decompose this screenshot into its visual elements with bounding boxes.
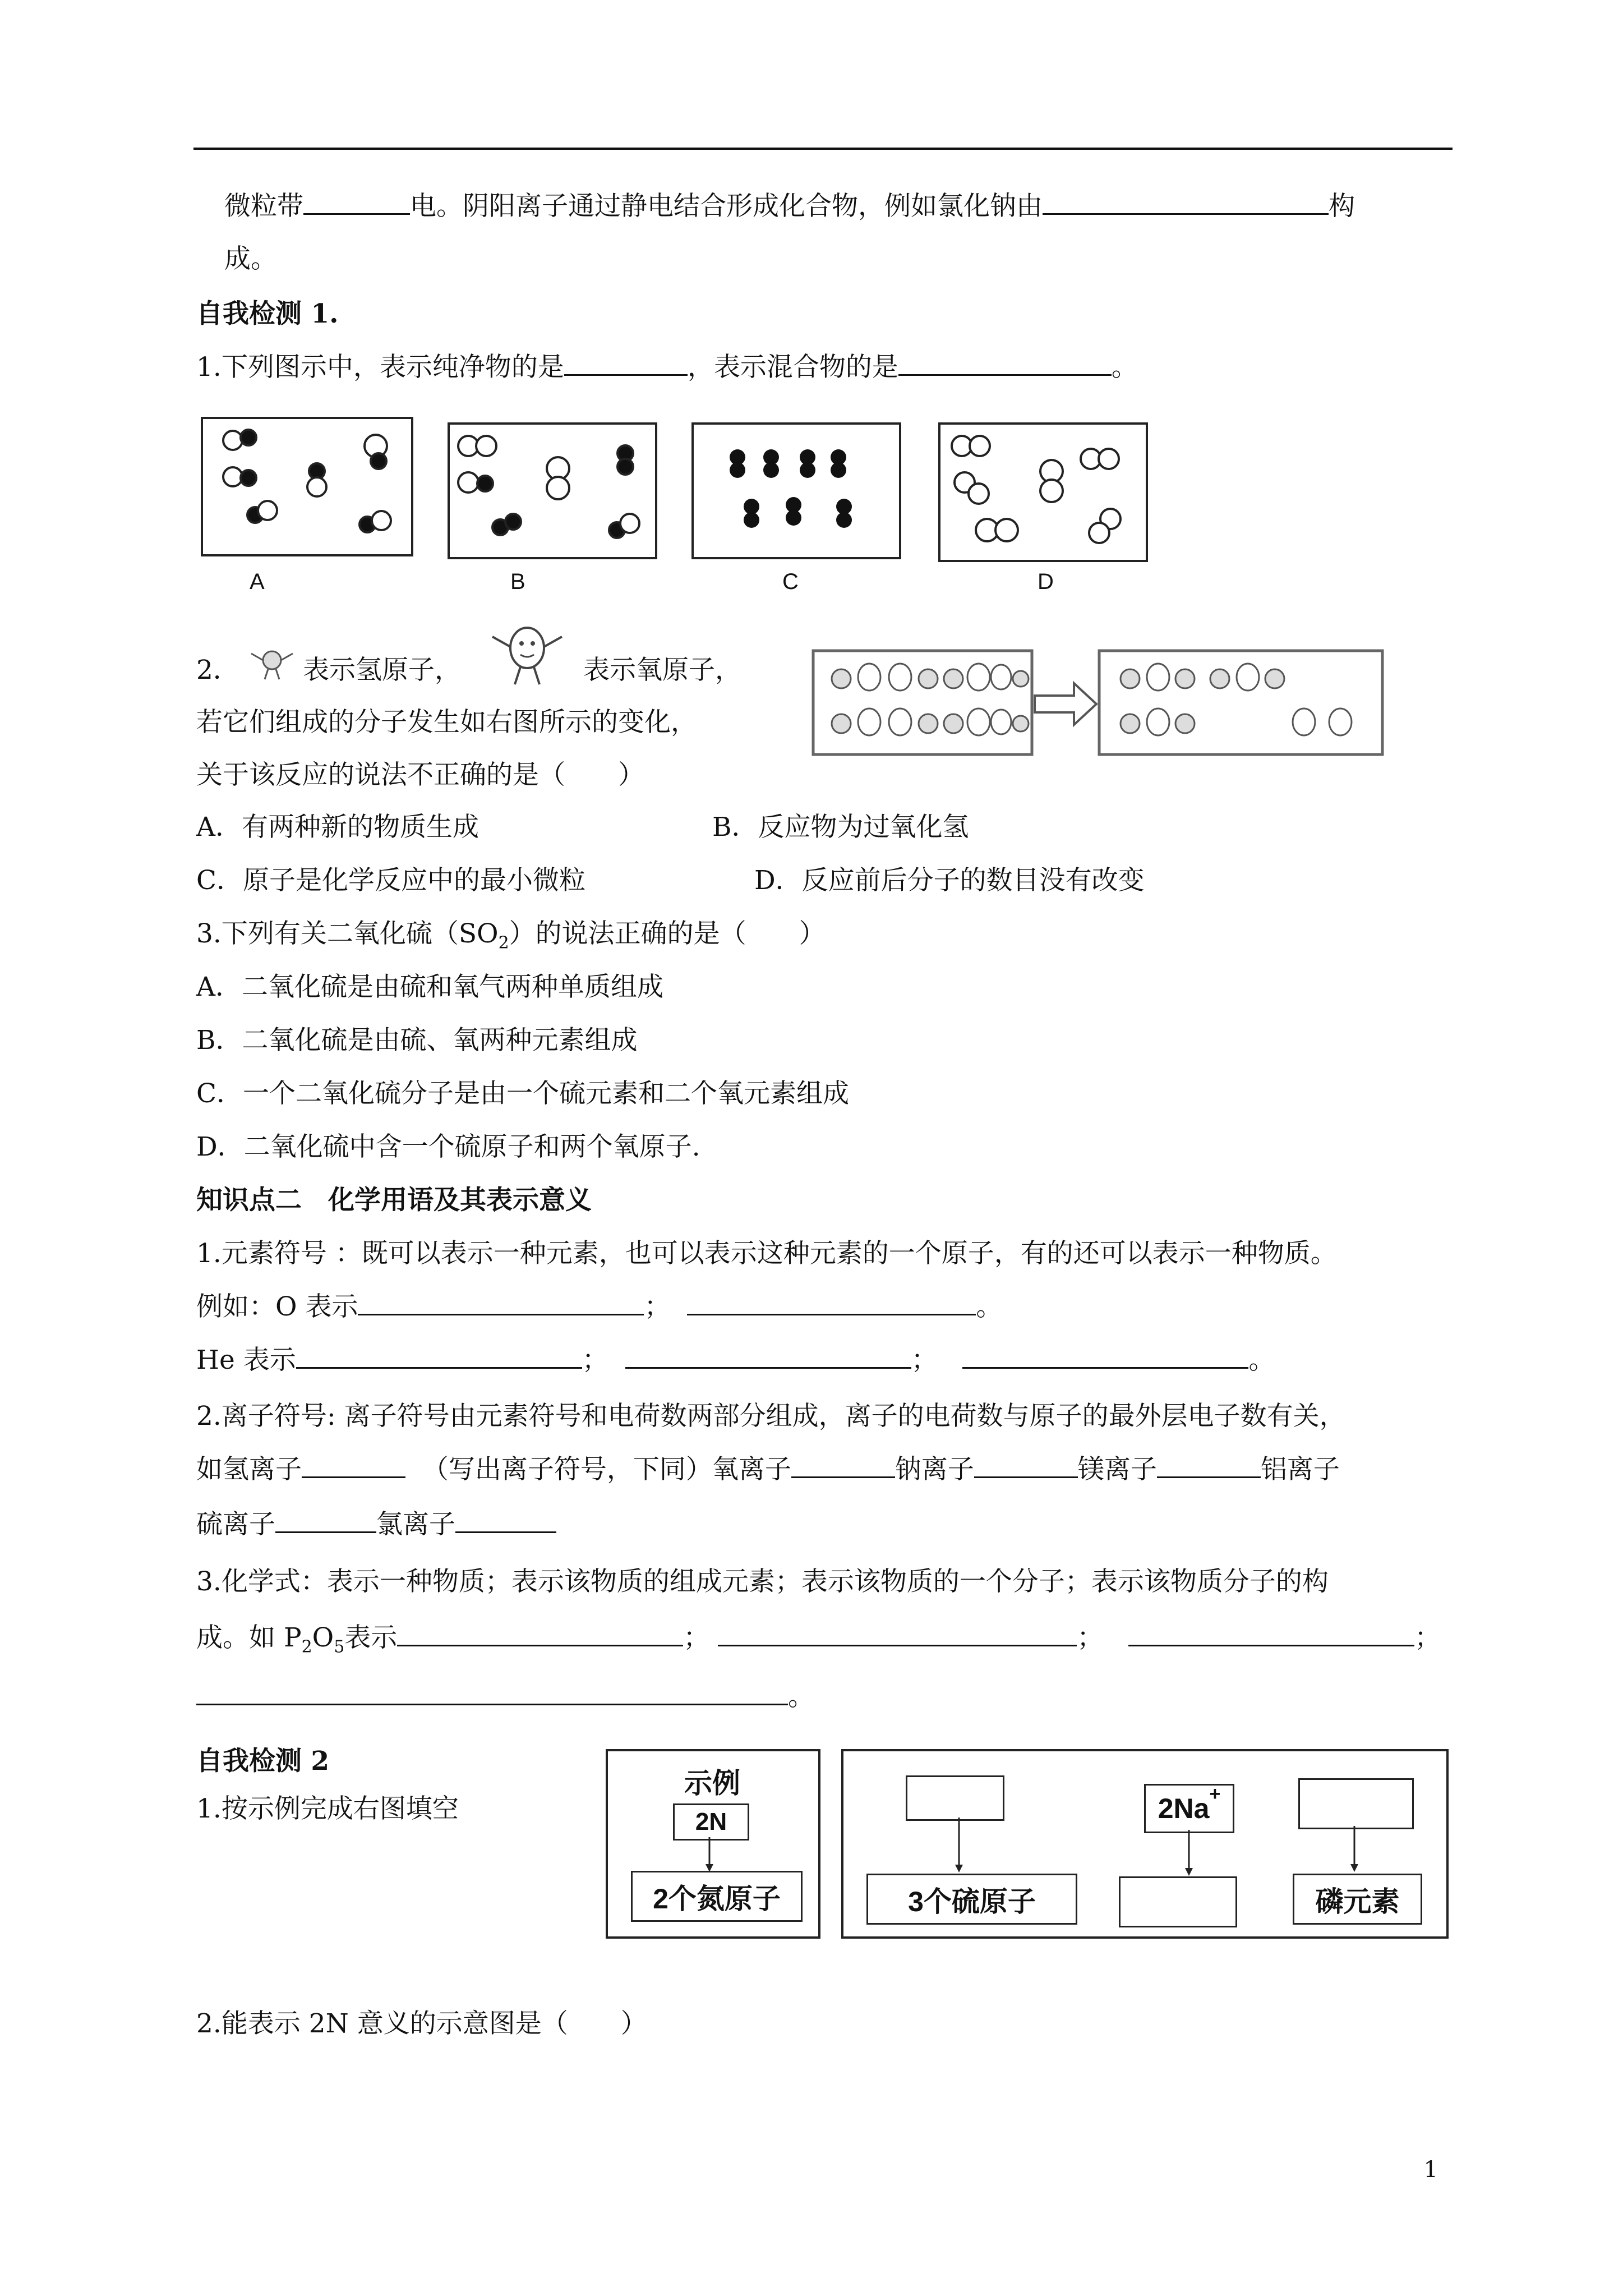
blank[interactable] — [625, 1346, 911, 1369]
q3-text: 3.下列有关二氧化硫$(SO_2)$的说法正确的是（ ） — [196, 918, 826, 953]
blank[interactable] — [303, 192, 410, 215]
blank[interactable] — [302, 1455, 405, 1478]
header-rule — [193, 148, 1453, 150]
blank[interactable] — [687, 1292, 976, 1315]
answer-box-top-1[interactable] — [906, 1775, 1004, 1821]
q2-hydrogen-text: 表示氢原子， — [303, 655, 461, 685]
q2-option-b: B．反应物为过氧化氢 — [712, 812, 969, 843]
blank[interactable] — [397, 1623, 683, 1646]
blank[interactable] — [962, 1346, 1248, 1369]
panel-label-b: B — [510, 569, 525, 594]
blank[interactable] — [718, 1623, 1077, 1646]
section2-p2: 2.离子符号: 离子符号由元素符号和电荷数两部分组成，离子的电荷数与原子的最外层电子数有关， — [196, 1401, 1346, 1432]
hydrogen-atom-icon — [247, 642, 297, 687]
blank[interactable] — [1128, 1623, 1414, 1646]
check2-title: 自我检测 2 — [196, 1746, 330, 1777]
q3-option-b: B．二氧化硫是由硫、氧两种元素组成 — [196, 1025, 638, 1056]
blank[interactable] — [1157, 1455, 1261, 1478]
q2-oxygen-text: 表示氧原子， — [583, 655, 741, 685]
q2-line-3: 关于该反应的说法不正确的是（ ） — [196, 760, 644, 790]
blank[interactable] — [1043, 192, 1329, 215]
blank[interactable] — [275, 1510, 376, 1533]
example-title: 示例 — [684, 1768, 740, 1799]
down-arrow-icon — [704, 1837, 715, 1874]
q3-option-d: D．二氧化硫中含一个硫原子和两个氧原子. — [196, 1131, 700, 1162]
blank[interactable] — [296, 1346, 582, 1369]
down-arrow-icon — [953, 1818, 965, 1874]
blank[interactable] — [196, 1682, 788, 1705]
q2-line-2: 若它们组成的分子发生如右图所示的变化， — [196, 707, 697, 738]
section2-he: He 表示 ； ； 。 — [196, 1345, 1275, 1375]
phosphorus-element-box: 磷元素 — [1293, 1874, 1422, 1925]
reaction-diagram — [810, 648, 1388, 766]
blank[interactable] — [898, 353, 1112, 376]
q2-option-d: D．反应前后分子的数目没有改变 — [754, 865, 1145, 896]
page-number: 1 — [1423, 2157, 1438, 2183]
panel-label-c: C — [782, 569, 799, 594]
q3-option-a: A．二氧化硫是由硫和氧气两种单质组成 — [196, 972, 663, 1002]
section2-p3: 3.化学式：表示一种物质；表示该物质的组成元素；表示该物质的一个分子；表示该物质分子的构 — [196, 1566, 1329, 1597]
blank[interactable] — [455, 1510, 556, 1533]
q2-option-a: A．有两种新的物质生成 — [196, 812, 479, 843]
q2-number: 2． — [196, 655, 239, 685]
section2-p2-ions-2: 硫离子 氯离子 — [196, 1508, 556, 1542]
sulfur-atoms-box: 3个硫原子 — [866, 1874, 1077, 1925]
blank[interactable] — [358, 1292, 644, 1315]
q3-option-c: C．一个二氧化硫分子是由一个硫元素和二个氧元素组成 — [196, 1078, 849, 1109]
section2-p1: 1.元素符号 ：既可以表示一种元素，也可以表示这种元素的一个原子，有的还可以表示一种物质。 — [196, 1238, 1337, 1269]
blank[interactable] — [564, 353, 688, 376]
section2-title: 知识点二 化学用语及其表示意义 — [196, 1185, 592, 1216]
blank[interactable] — [791, 1455, 895, 1478]
down-arrow-icon — [1349, 1826, 1360, 1874]
section2-p1-example: 例如：O 表示 ； 。 — [196, 1291, 1003, 1322]
panel-label-d: D — [1038, 569, 1054, 594]
particle-diagrams — [199, 415, 1152, 606]
answer-box-top-3[interactable] — [1298, 1778, 1414, 1829]
q2-option-c: C．原子是化学反应中的最小微粒 — [196, 865, 585, 896]
check2-q1: 1.按示例完成右图填空 — [196, 1793, 459, 1824]
sodium-ion-box: 2Na + — [1144, 1784, 1234, 1833]
example-top-box: 2N — [673, 1803, 749, 1841]
intro-line-2: 成。 — [224, 243, 277, 274]
section2-p2-ions: 如氢离子 （写出离子符号，下同）氧离子 钠离子 镁离子 铝离子 — [196, 1454, 1340, 1485]
blank[interactable] — [974, 1455, 1078, 1478]
answer-box-bottom-2[interactable] — [1119, 1876, 1237, 1927]
check2-q2: 2.能表示 2N 意义的示意图是（ ） — [196, 2008, 647, 2039]
check1-title: 自我检测 1. — [196, 298, 339, 329]
panel-label-a: A — [250, 569, 265, 594]
example-bottom-box: 2个氮原子 — [631, 1871, 803, 1922]
oxygen-atom-icon — [482, 620, 572, 690]
down-arrow-icon — [1183, 1830, 1195, 1878]
intro-line-1: 微粒带 电。阴阳离子通过静电结合形成化合物，例如氯化钠由 构 — [224, 191, 1355, 222]
section2-p3-example: 成。如 $P_2O_5$表示 ； ； ； — [196, 1622, 1441, 1657]
q1-text: 1.下列图示中，表示纯净物的是 ，表示混合物的是 。 — [196, 352, 1138, 383]
section2-p3-line: 。 — [196, 1680, 814, 1714]
